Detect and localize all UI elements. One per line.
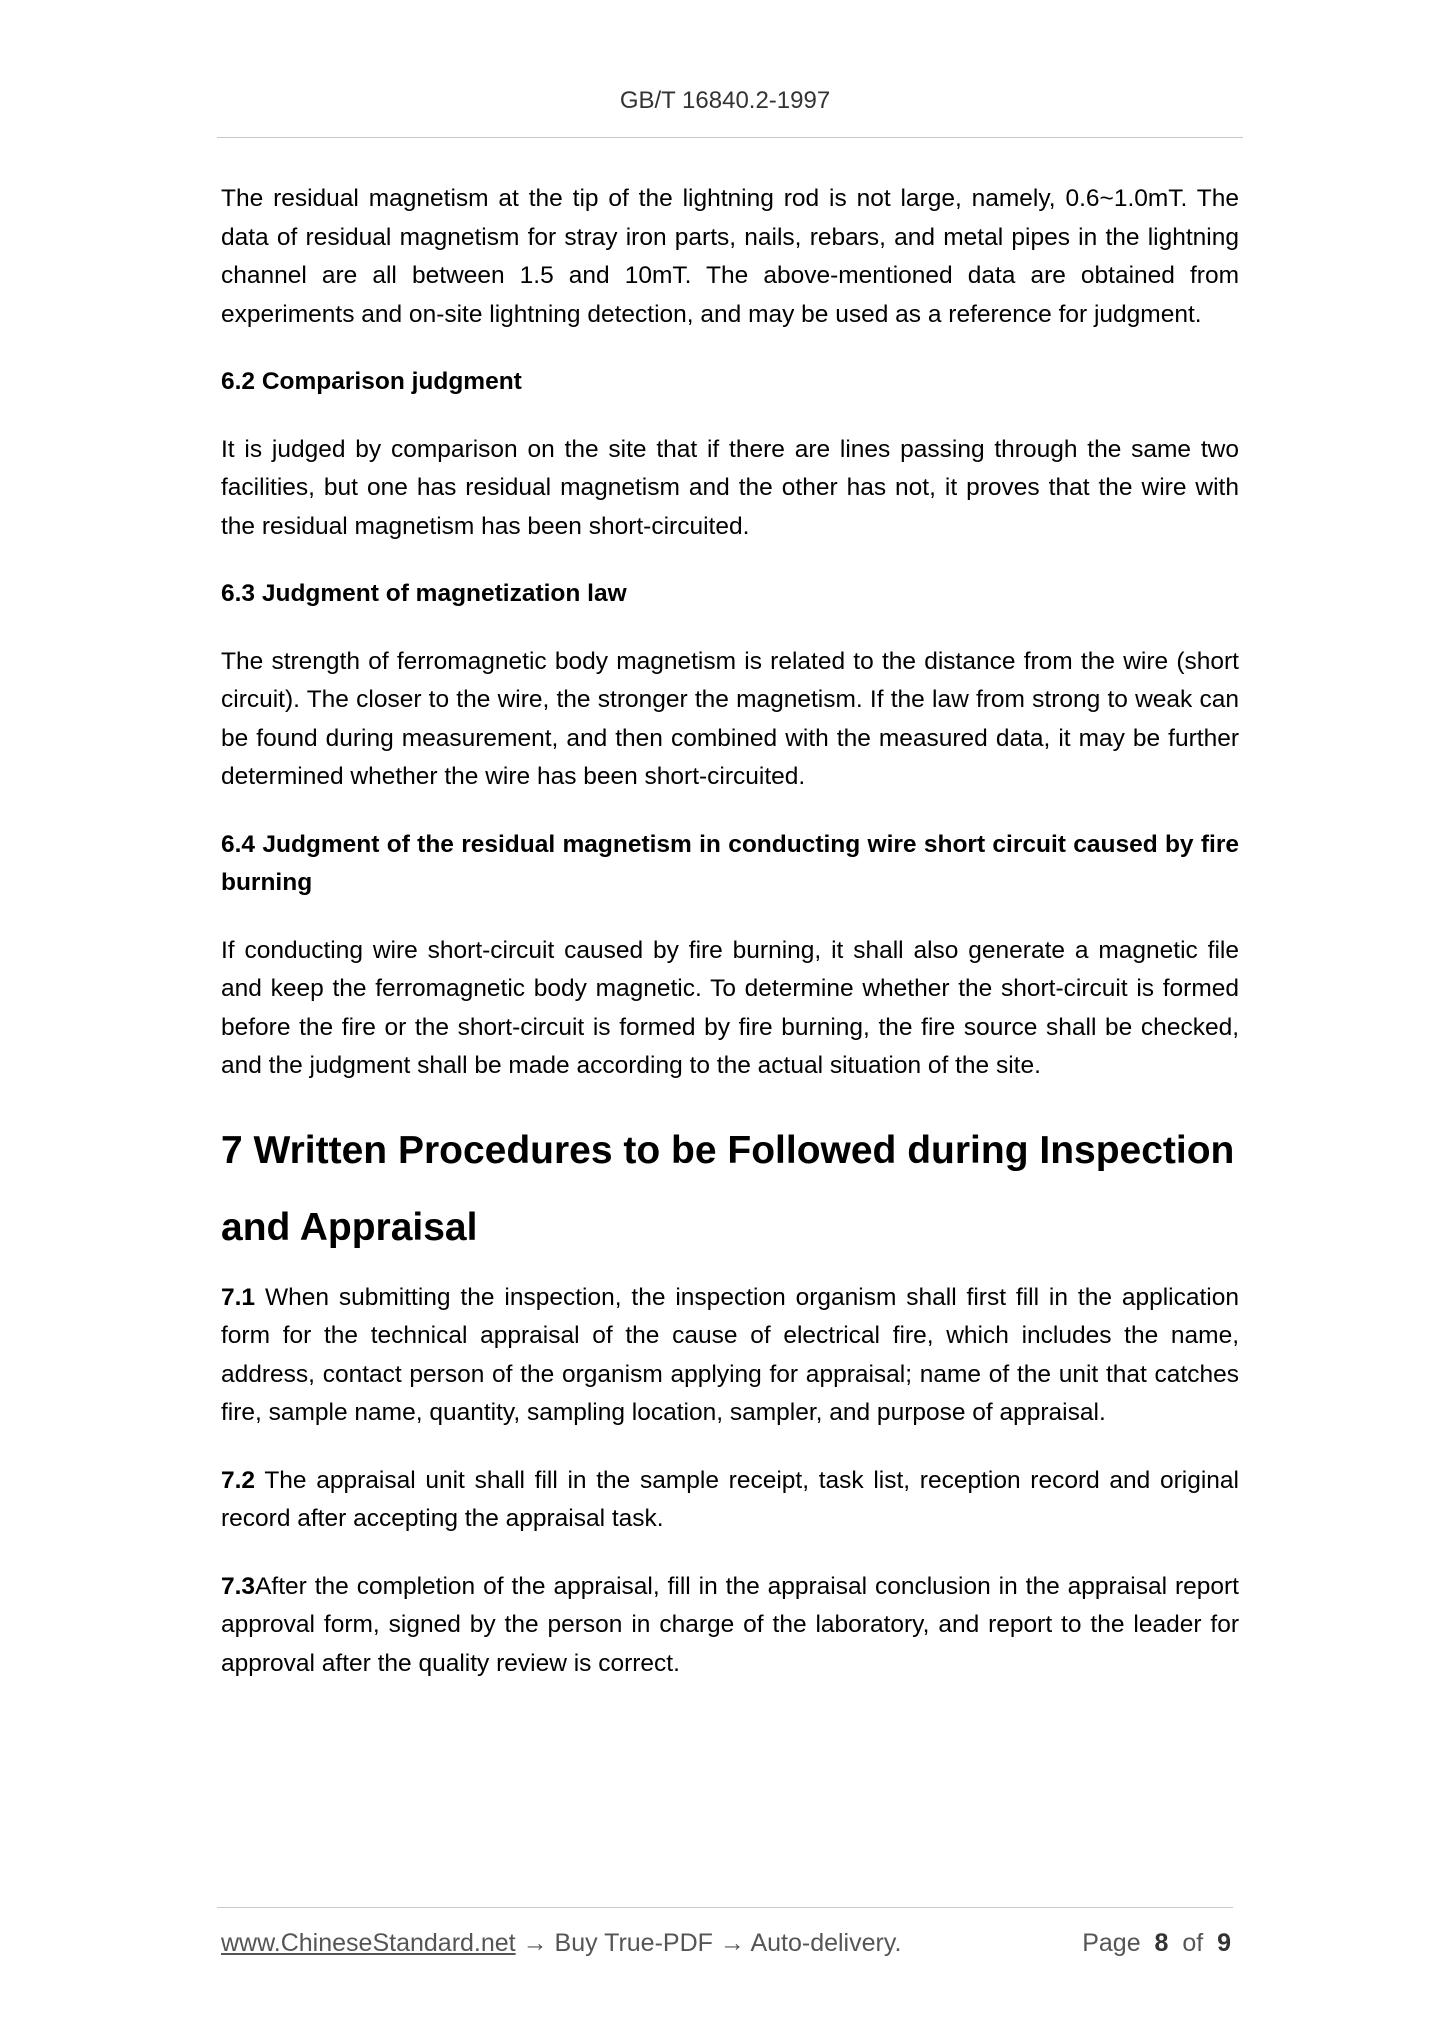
clause-number: 7.1 [221,1283,256,1311]
clause-7-2 [221,1462,1239,1539]
delivery-text: Auto-delivery. [750,1929,902,1957]
chapter-7-title: 7 Written Procedures to be Followed during Inspection and Appraisal [221,1128,1235,1249]
page-label: Page [1082,1929,1141,1957]
page-content [221,180,1239,1683]
page-header [217,86,1233,138]
website-link[interactable]: www.ChineseStandard.net [221,1929,516,1957]
page-footer [221,1925,1231,1965]
clause-7-1 [221,1279,1239,1433]
section-6-3-body: The strength of ferromagnetic body magnetism is related to the distance from the wire (short circuit). The closer to the wire, the stronger the magnetism. If the law from strong to weak can be found during measurement, and then combined with the measured data, it may be further determined whether the wire has been short-circuited. [221,647,1239,790]
clause-number: 7.3 [221,1572,256,1600]
section-6-2-heading: 6.2 Comparison judgment [221,368,522,395]
arrow-icon: → [719,1929,745,1957]
section-6-4-body: If conducting wire short-circuit caused by fire burning, it shall also generate a magnetic file and keep the ferromagnetic body magnetic. To determine whether the short-circuit is formed before the fire or the short-circuit is formed by fire burning, the fire source shall be checked, and the judgment shall be made according to the actual situation of the site. [221,936,1239,1079]
page-total: 9 [1217,1929,1231,1957]
header-divider [217,137,1243,138]
clause-text: When submitting the inspection, the inspection organism shall first fill in the application form for the technical appraisal of the cause of electrical fire, which includes the name, address, contact person of the organism applying for appraisal; name of the unit that catches fire, sample name, quantity, sampling location, sampler, and purpose of appraisal. [221,1283,1239,1426]
document-id: GB/T 16840.2-1997 [619,87,831,114]
section-6-2-body: It is judged by comparison on the site that if there are lines passing through the same two facilities, but one has residual magnetism and the other has not, it proves that the wire with the residual magnetism has been short-circuited. [221,435,1239,540]
section-6-4-heading: 6.4 Judgment of the residual magnetism in conducting wire short circuit caused by fire burning [221,830,1239,896]
buy-text: Buy True-PDF [554,1929,713,1957]
footer-promo [221,1925,901,1961]
arrow-icon: → [522,1929,548,1957]
intro-paragraph: The residual magnetism at the tip of the lightning rod is not large, namely, 0.6~1.0mT. The data of residual magnetism for stray iron parts, nails, rebars, and metal pipes in the lightning channel are all between 1.5 and 10mT. The above-mentioned data are obtained from experiments and on-site lightning detection, and may be used as a reference for judgment. [221,185,1239,328]
page-indicator [1082,1925,1231,1961]
page-current: 8 [1154,1929,1169,1957]
section-6-3-heading: 6.3 Judgment of magnetization law [221,580,627,607]
clause-number: 7.2 [221,1466,256,1494]
clause-text: After the completion of the appraisal, fill in the appraisal conclusion in the appraisal report approval form, signed by the person in charge of the laboratory, and report to the leader for approval after the quality review is correct. [221,1572,1239,1677]
clause-7-3 [221,1568,1239,1684]
footer-divider [217,1907,1233,1908]
page-of-label: of [1182,1929,1204,1957]
clause-text: The appraisal unit shall fill in the sample receipt, task list, reception record and original record after accepting the appraisal task. [221,1466,1239,1532]
